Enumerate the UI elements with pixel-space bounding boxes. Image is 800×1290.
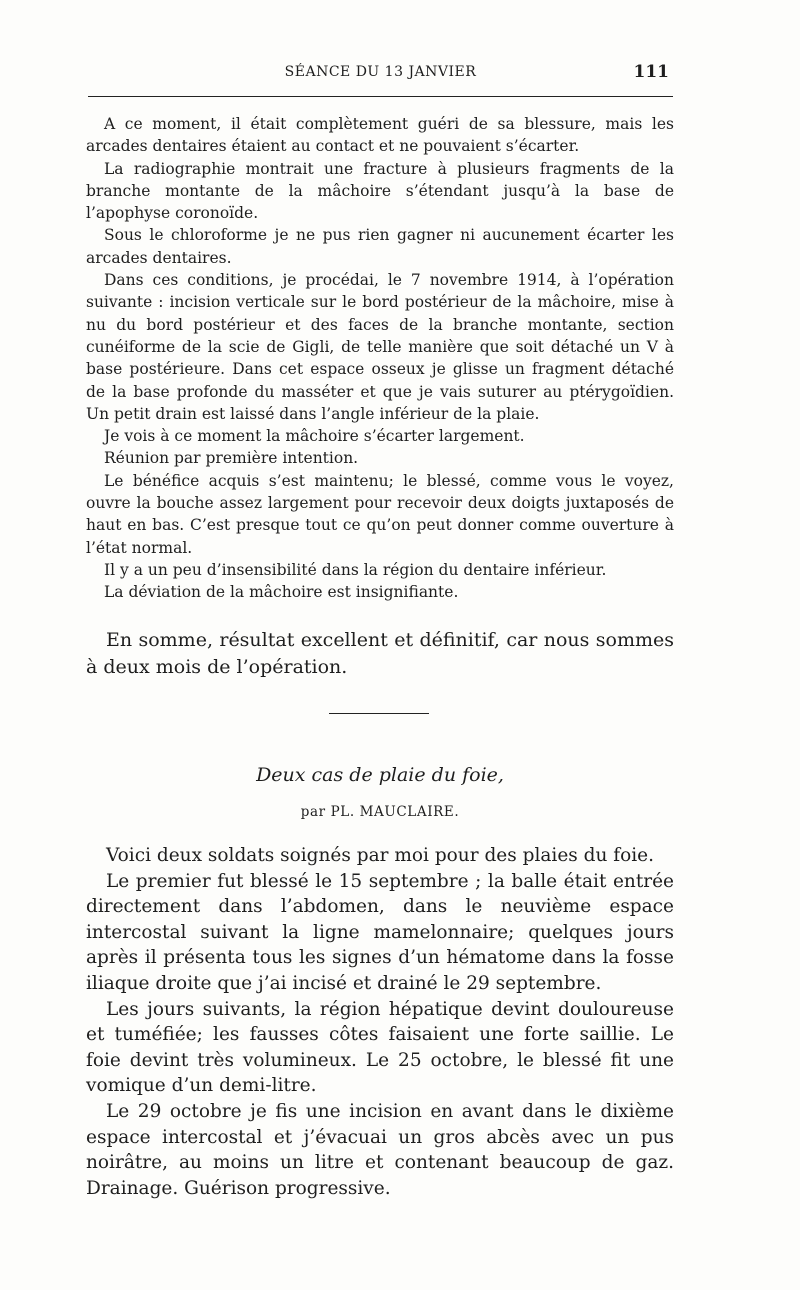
paragraph: La radiographie montrait une fracture à plusieurs fragments de la branche montante de la mâchoire s’étendant jusqu’à la base de l’apophyse coronoïde.	[86, 159, 674, 223]
paragraph: Le premier fut blessé le 15 septembre ; la balle était entrée directement dans l’abdomen, dans le neuvième espace intercostal suivant la ligne mamelonnaire; quelques jours après il présenta tous les signes d’un hématome dans la fosse iliaque droite que j’ai incisé et drainé le 29 septembre.	[86, 870, 674, 994]
paragraph: Réunion par première intention.	[104, 449, 359, 468]
paragraph: Il y a un peu d’insensibilité dans la région du dentaire inférieur.	[104, 560, 607, 579]
paragraph: A ce moment, il était complètement guéri de sa blessure, mais les arcades dentaires étaient au contact et ne pouvaient s’écarter.	[86, 115, 674, 156]
section-separator	[329, 713, 429, 714]
paragraph: Le 29 octobre je fis une incision en avant dans le dixième espace intercostal et j’évacuai un gros abcès avec un pus noirâtre, au moins un litre et contenant beaucoup de gaz. Drainage. Guérison progressive.	[86, 1100, 674, 1199]
article-body	[86, 843, 674, 1201]
paragraph: Les jours suivants, la région hépatique devint douloureuse et tuméfiée; les fausses côtes faisaient une forte saillie. Le foie devint très volumineux. Le 25 octobre, le blessé fit une vomique d’un demi-litre.	[86, 998, 674, 1097]
paragraph: Sous le chloroforme je ne pus rien gagner ni aucunement écarter les arcades dentaires.	[86, 226, 674, 267]
paragraph: La déviation de la mâchoire est insignifiante.	[104, 583, 459, 602]
conclusion-block	[86, 627, 674, 681]
case-report-body	[86, 113, 674, 604]
page-number: 111	[633, 62, 669, 82]
article-title: Deux cas de plaie du foie,	[256, 764, 504, 786]
conclusion-paragraph: En somme, résultat excellent et définitif, car nous sommes à deux mois de l’opération.	[86, 629, 674, 678]
running-title: SÉANCE DU 13 JANVIER	[284, 64, 477, 80]
article-author: par PL. MAUCLAIRE.	[300, 804, 460, 820]
paragraph: Voici deux soldats soignés par moi pour des plaies du foie.	[106, 845, 655, 866]
paragraph: Je vois à ce moment la mâchoire s’écarter largement.	[104, 427, 525, 446]
paragraph: Le bénéfice acquis s’est maintenu; le blessé, comme vous le voyez, ouvre la bouche assez largement pour recevoir deux doigts juxtaposés de haut en bas. C’est presque tout ce qu’on peut donner comme ouverture à l’état normal.	[86, 471, 674, 557]
header-rule	[88, 96, 673, 97]
paragraph: Dans ces conditions, je procédai, le 7 novembre 1914, à l’opération suivante : incision verticale sur le bord postérieur de la mâchoire, mise à nu du bord postérieur et des faces de la branche montante, section cunéiforme de la scie de Gigli, de telle manière que soit détaché un V à base postérieure. Dans cet espace osseux je glisse un fragment détaché de la base profonde du masséter et que je vais suturer au ptérygoïdien. Un petit drain est laissé dans l’angle inférieur de la plaie.	[86, 271, 674, 423]
running-header	[88, 60, 673, 90]
